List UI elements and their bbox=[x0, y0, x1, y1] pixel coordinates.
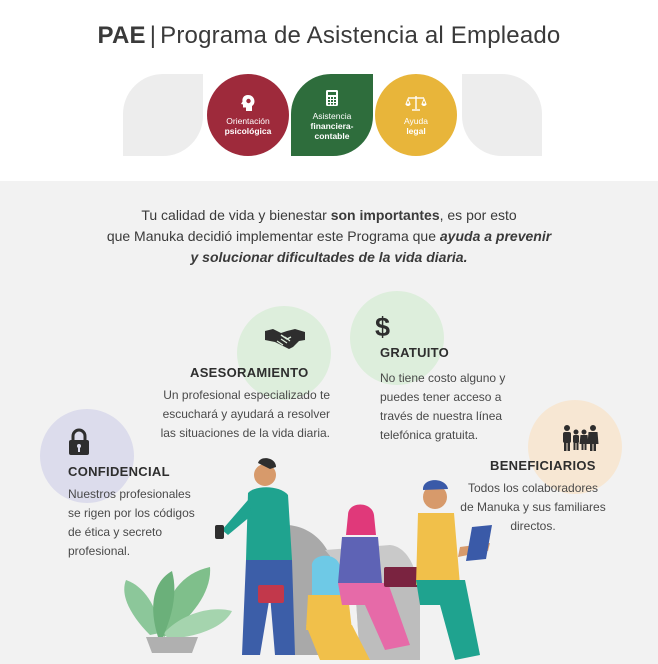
service-psicologica-line2: psicológica bbox=[224, 126, 272, 136]
service-financiera-line3: contable bbox=[314, 131, 350, 141]
gratuito-line: través de nuestra línea bbox=[380, 409, 503, 423]
gratuito-line: No tiene costo alguno y bbox=[380, 371, 506, 385]
confidencial-line: profesional. bbox=[68, 544, 131, 558]
beneficiarios-line: directos. bbox=[510, 519, 556, 533]
asesoramiento-line: escuchará y ayudará a resolver bbox=[162, 407, 330, 421]
service-financiera bbox=[291, 74, 373, 156]
calculator-icon bbox=[325, 89, 339, 107]
intro-text bbox=[60, 205, 598, 268]
asesoramiento-text bbox=[130, 386, 330, 443]
plant-icon bbox=[124, 567, 232, 653]
confidencial-line: de ética y secreto bbox=[68, 525, 163, 539]
intro-line2-emphasis: ayuda a prevenir bbox=[439, 228, 552, 244]
beneficiarios-line: de Manuka y sus familiares bbox=[460, 500, 606, 514]
service-psicologica-line1: Orientación bbox=[226, 116, 270, 126]
service-financiera-line1: Asistencia bbox=[312, 111, 352, 121]
title-text: Programa de Asistencia al Empleado bbox=[160, 22, 561, 49]
people-illustration bbox=[120, 455, 500, 664]
confidencial-title: CONFIDENCIAL bbox=[68, 464, 170, 479]
decorative-leaf-right bbox=[462, 74, 542, 156]
family-icon bbox=[561, 424, 599, 452]
gratuito-title: GRATUITO bbox=[380, 345, 450, 360]
asesoramiento-title: ASESORAMIENTO bbox=[190, 365, 309, 380]
beneficiarios-line: Todos los colaboradores bbox=[467, 481, 599, 495]
confidencial-line: se rigen por los códigos bbox=[68, 506, 195, 520]
gratuito-text bbox=[380, 369, 550, 445]
scales-icon bbox=[405, 94, 427, 112]
intro-line3-emphasis: y solucionar dificultades de la vida diaria. bbox=[190, 249, 468, 265]
brand-label: PAE bbox=[97, 22, 146, 49]
title-separator: | bbox=[149, 22, 157, 49]
service-legal-line2: legal bbox=[406, 126, 426, 136]
asesoramiento-line: las situaciones de la vida diaria. bbox=[160, 426, 330, 440]
service-legal bbox=[375, 74, 457, 156]
service-financiera-line2: financiera- bbox=[310, 121, 354, 131]
service-legal-line1: Ayuda bbox=[404, 116, 428, 126]
decorative-leaf-left bbox=[123, 74, 203, 156]
intro-line1-a: Tu calidad de vida y bienestar bbox=[141, 207, 331, 223]
intro-line1-c: , es por esto bbox=[439, 207, 517, 223]
confidencial-line: Nuestros profesionales bbox=[68, 487, 191, 501]
intro-line1-bold: son importantes bbox=[330, 207, 440, 223]
handshake-icon bbox=[263, 325, 307, 353]
lock-icon bbox=[68, 428, 90, 456]
intro-line2-a: que Manuka decidió implementar este Programa que bbox=[106, 228, 440, 244]
page-title bbox=[0, 22, 658, 50]
head-icon bbox=[240, 94, 256, 112]
gratuito-line: puedes tener acceso a bbox=[380, 390, 502, 404]
asesoramiento-line: Un profesional especializado te bbox=[163, 388, 330, 402]
service-psicologica bbox=[207, 74, 289, 156]
beneficiarios-title: BENEFICIARIOS bbox=[490, 458, 596, 473]
gratuito-line: telefónica gratuita. bbox=[380, 428, 479, 442]
dollar-icon: $ bbox=[375, 312, 391, 342]
